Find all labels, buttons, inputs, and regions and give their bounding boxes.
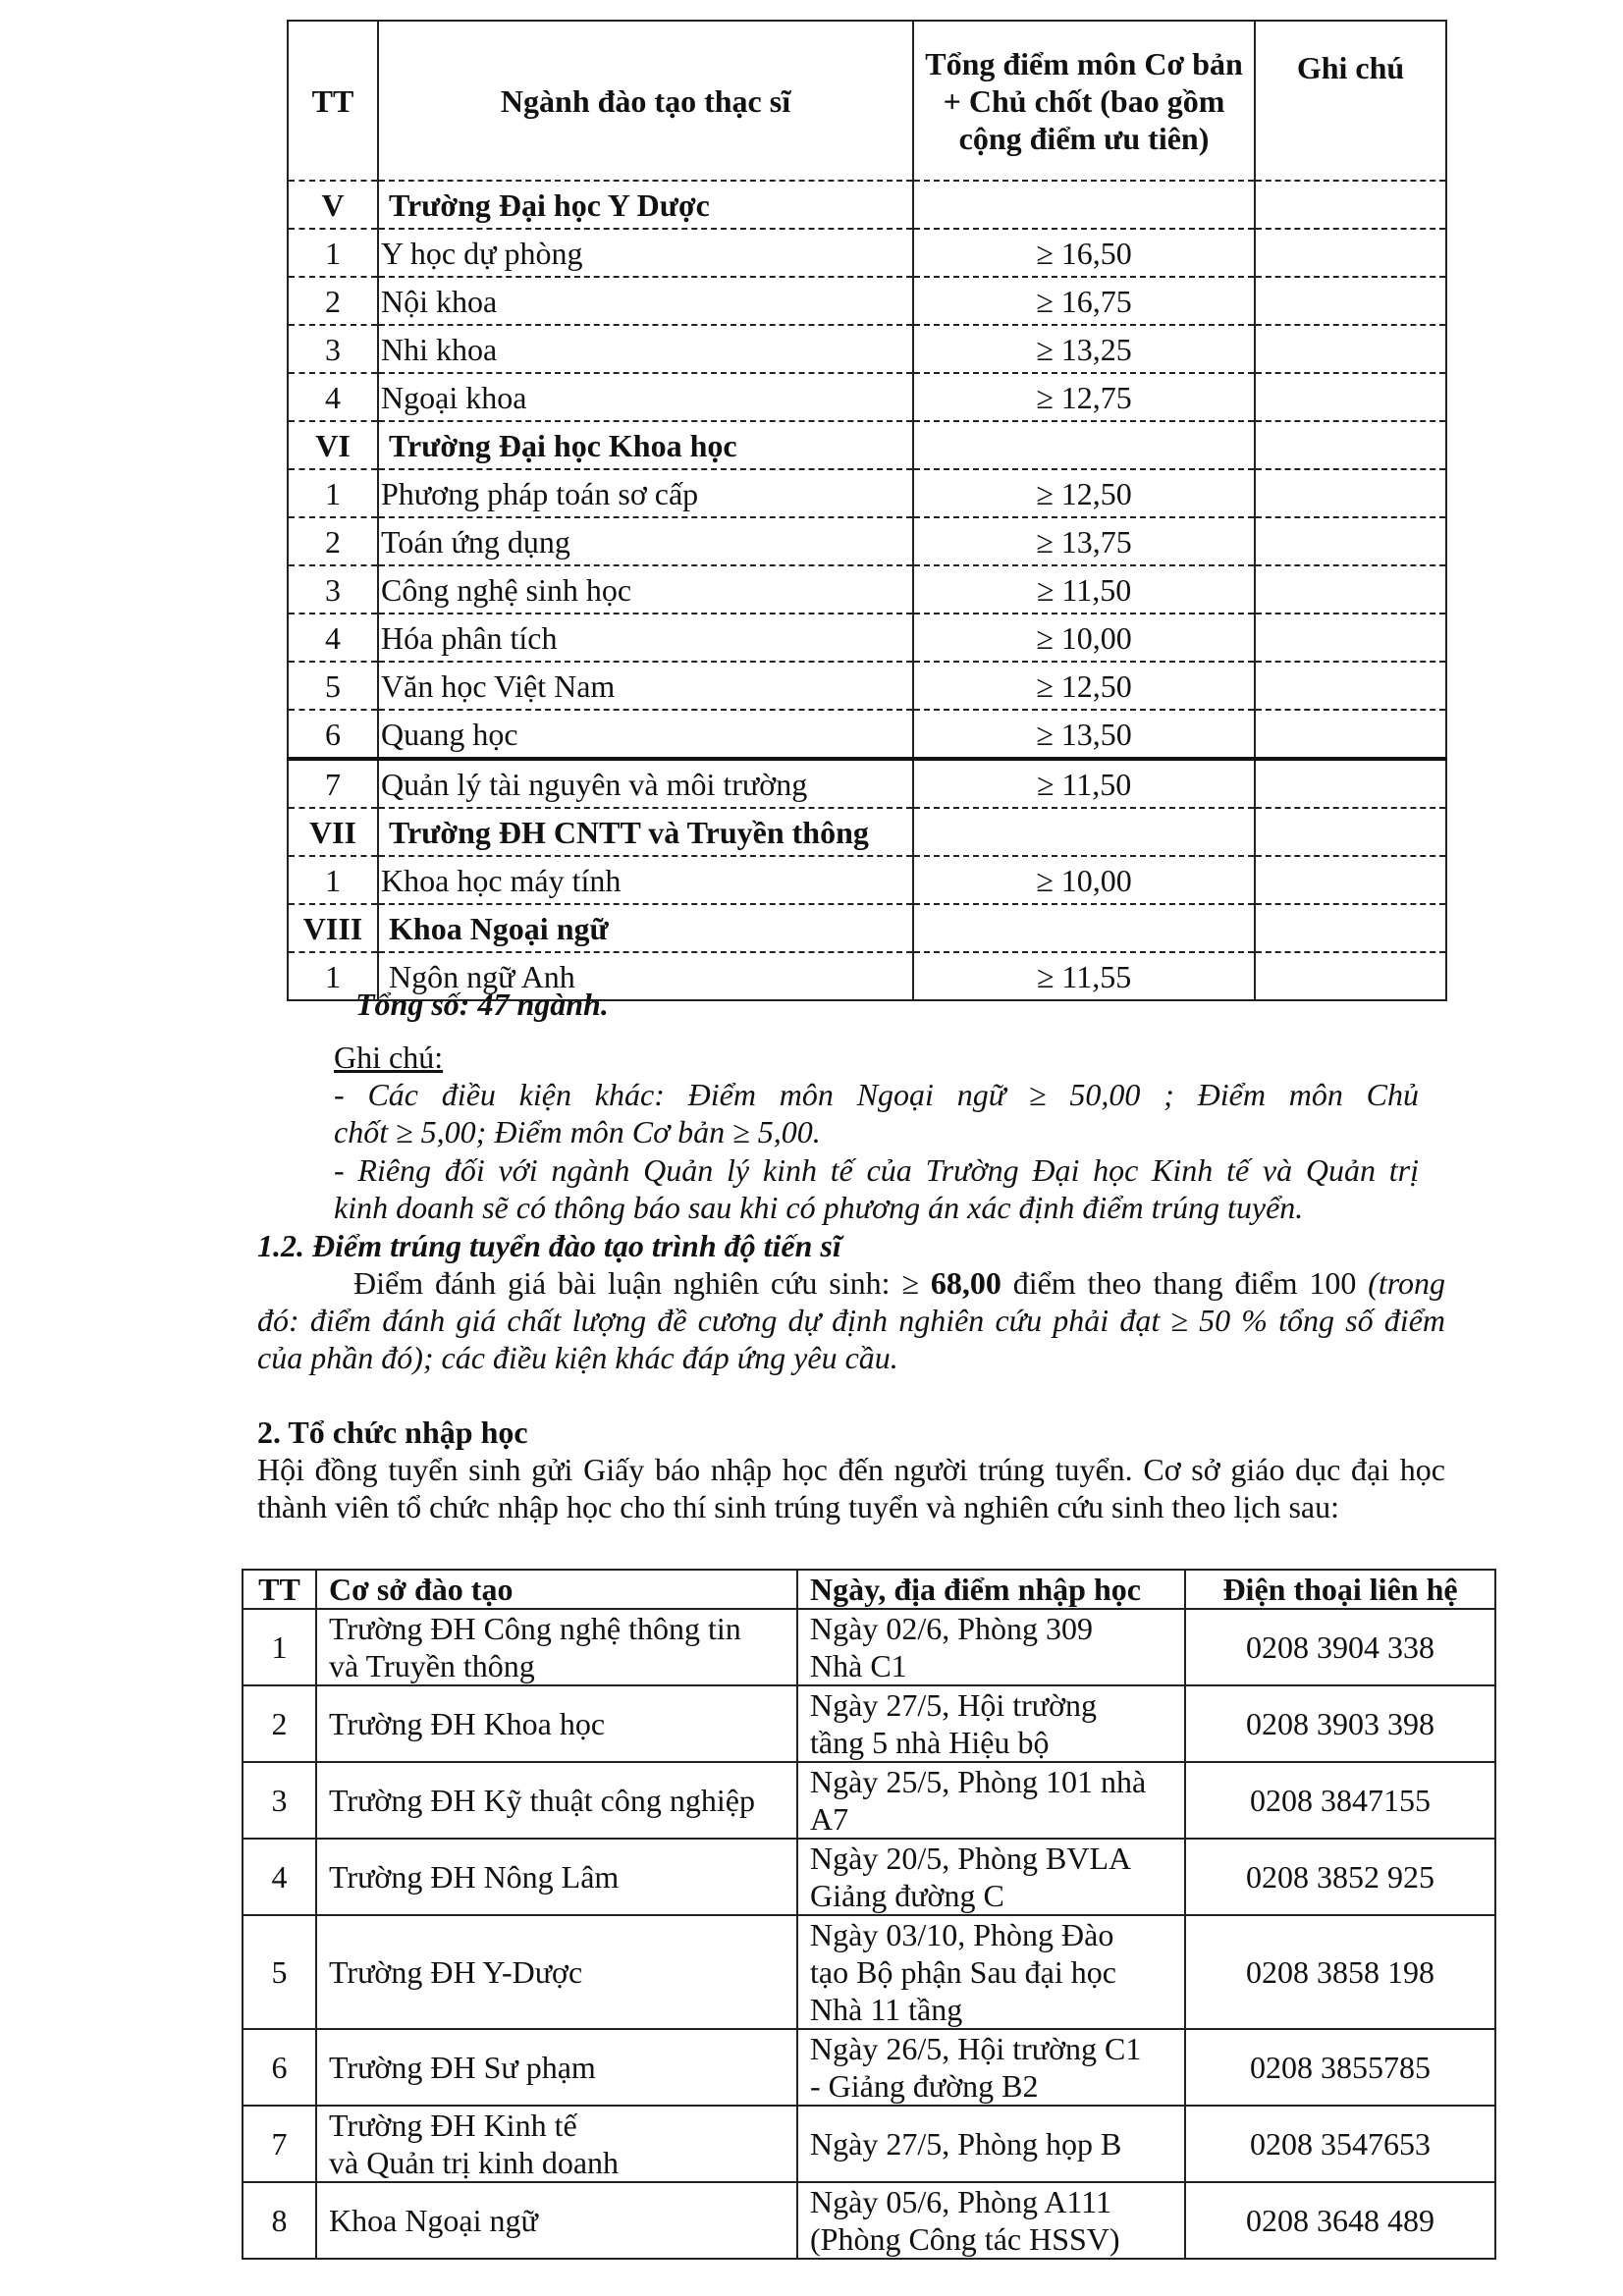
school-line: Trường ĐH Công nghệ thông tin [329,1611,741,1646]
cell-school [316,2106,797,2182]
cell-tt: 2 [243,1685,316,1762]
cell-score [913,421,1255,469]
cell-school [316,1685,797,1762]
cell-score: ≥ 11,50 [913,565,1255,614]
enrollment-text-line: Hội đồng tuyển sinh gửi Giấy báo nhập học đến người trúng tuyển. Cơ sở giáo dục đại học [257,1452,1445,1487]
note-line: - Các điều kiện khác: Điểm môn Ngoại ngữ ≥ 50,00 ; Điểm môn Chủ [334,1077,1419,1112]
cell-tt: 6 [288,710,378,759]
school-line: Trường ĐH Y-Dược [329,1954,583,1990]
cell-major: Ngôn ngữ Anh [378,952,913,1000]
cell-phone: 0208 3648 489 [1185,2182,1495,2259]
school-line: và Truyền thông [329,1648,535,1683]
table-row [288,229,1446,277]
place-line: Ngày 27/5, Hội trường [810,1687,1098,1723]
cell-major: Văn học Việt Nam [378,662,913,710]
header-date-place: Ngày, địa điểm nhập học [797,1570,1185,1609]
table-row [288,373,1446,421]
header-school: Cơ sở đào tạo [316,1570,797,1609]
enrollment-text-line: thành viên tổ chức nhập học cho thí sinh trúng tuyển và nghiên cứu sinh theo lịch sau: [257,1489,1340,1524]
cell-note [1255,421,1446,469]
place-line: tạo Bộ phận Sau đại học [810,1954,1116,1990]
cell-note [1255,759,1446,808]
place-line: Nhà C1 [810,1648,907,1683]
cell-school [316,2029,797,2106]
note-line: chốt ≥ 5,00; Điểm môn Cơ bản ≥ 5,00. [334,1114,821,1149]
table-row [288,856,1446,904]
criteria-italic: (trong [1368,1265,1446,1301]
cell-note [1255,614,1446,662]
cell-tt: 2 [288,277,378,325]
cell-note [1255,710,1446,759]
enrollment-schedule-table [242,1569,1496,2260]
table-row [288,325,1446,373]
cell-tt: 5 [288,662,378,710]
table-row-group [288,181,1446,229]
place-line: Ngày 05/6, Phòng A111 [810,2184,1111,2219]
cell-tt: 4 [288,373,378,421]
place-line: Ngày 20/5, Phòng BVLA [810,1841,1132,1876]
cell-note [1255,325,1446,373]
cell-note [1255,277,1446,325]
note-line: - Riêng đối với ngành Quản lý kinh tế của Trường Đại học Kinh tế và Quản trị [334,1152,1419,1188]
table-row [243,2106,1495,2182]
cell-date-place [797,2182,1185,2259]
cell-school [316,2182,797,2259]
place-line: Ngày 02/6, Phòng 309 [810,1611,1093,1646]
cell-tt: 8 [243,2182,316,2259]
cell-date-place [797,2106,1185,2182]
cell-tt: 1 [288,469,378,517]
criteria-lead: Điểm đánh giá bài luận nghiên cứu sinh: ≥ [353,1265,931,1301]
place-line: tầng 5 nhà Hiệu bộ [810,1725,1050,1760]
place-line: Ngày 26/5, Hội trường C1 [810,2031,1142,2066]
header-score-line: cộng điểm ưu tiên) [958,120,1210,156]
table-row [243,1762,1495,1839]
cell-tt: VII [288,808,378,856]
table-row [243,2182,1495,2259]
cell-phone: 0208 3858 198 [1185,1915,1495,2029]
table-header-row [288,21,1446,181]
header-score [913,21,1255,181]
table-row [243,1839,1495,1915]
section-heading-1-2: 1.2. Điểm trúng tuyển đào tạo trình độ tiến sĩ [257,1228,841,1263]
table-row [288,469,1446,517]
header-phone: Điện thoại liên hệ [1185,1570,1495,1609]
cell-note [1255,952,1446,1000]
cell-tt: 1 [288,229,378,277]
section-heading-2: 2. Tổ chức nhập học [257,1415,528,1450]
cell-score [913,181,1255,229]
cell-tt: VI [288,421,378,469]
cell-date-place [797,2029,1185,2106]
cell-tt: 5 [243,1915,316,2029]
school-line: Trường ĐH Kinh tế [329,2108,577,2143]
cell-school [316,1915,797,2029]
cell-score: ≥ 12,50 [913,469,1255,517]
cell-tt: V [288,181,378,229]
school-line: Khoa Ngoại ngữ [329,2203,538,2238]
cell-date-place [797,1685,1185,1762]
school-line: Trường ĐH Nông Lâm [329,1859,620,1895]
table-row [243,2029,1495,2106]
cell-tt: 4 [288,614,378,662]
school-line: Trường ĐH Kỹ thuật công nghiệp [329,1783,755,1818]
table-row-group [288,904,1446,952]
cell-school [316,1762,797,1839]
cell-note [1255,808,1446,856]
table-row-group [288,808,1446,856]
place-line: Ngày 27/5, Phòng họp B [810,2126,1122,2162]
cell-date-place [797,1762,1185,1839]
cell-tt: 2 [288,517,378,565]
cell-note [1255,904,1446,952]
header-major: Ngành đào tạo thạc sĩ [378,21,913,181]
cell-note [1255,517,1446,565]
cell-phone: 0208 3847155 [1185,1762,1495,1839]
total-count: Tổng số: 47 ngành. [355,987,609,1022]
school-line: và Quản trị kinh doanh [329,2145,620,2180]
cell-score [913,808,1255,856]
table-row [288,662,1446,710]
table-row [288,710,1446,759]
school-line: Trường ĐH Sư phạm [329,2050,596,2085]
cell-tt: 7 [288,759,378,808]
table-row [288,517,1446,565]
cell-major: Y học dự phòng [378,229,913,277]
place-line: Ngày 25/5, Phòng 101 nhà [810,1764,1147,1799]
note-line: kinh doanh sẽ có thông báo sau khi có phương án xác định điểm trúng tuyển. [334,1190,1304,1225]
cell-tt: 1 [288,856,378,904]
place-line: Giảng đường C [810,1878,1004,1913]
cell-phone: 0208 3855785 [1185,2029,1495,2106]
table-row [288,277,1446,325]
cell-note [1255,856,1446,904]
place-line: (Phòng Công tác HSSV) [810,2221,1120,2257]
header-tt: TT [243,1570,316,1609]
place-line: Ngày 03/10, Phòng Đào [810,1917,1114,1952]
cell-tt: 3 [243,1762,316,1839]
cell-tt: 3 [288,325,378,373]
cell-phone: 0208 3852 925 [1185,1839,1495,1915]
doctoral-criteria-line: đó: điểm đánh giá chất lượng đề cương dự định nghiên cứu phải đạt ≥ 50 % tổng số điểm [257,1303,1445,1338]
criteria-score: 68,00 [930,1265,1001,1301]
cell-major: Hóa phân tích [378,614,913,662]
cell-major: Trường Đại học Khoa học [378,421,913,469]
cell-score: ≥ 16,75 [913,277,1255,325]
cell-score [913,904,1255,952]
cell-score: ≥ 10,00 [913,856,1255,904]
school-line: Trường ĐH Khoa học [329,1706,606,1741]
cell-date-place [797,1609,1185,1685]
cell-score: ≥ 10,00 [913,614,1255,662]
cell-phone: 0208 3903 398 [1185,1685,1495,1762]
cell-tt: VIII [288,904,378,952]
place-line: - Giảng đường B2 [810,2068,1039,2104]
cell-major: Quản lý tài nguyên và môi trường [378,759,913,808]
cell-major: Phương pháp toán sơ cấp [378,469,913,517]
cell-note [1255,565,1446,614]
cell-phone: 0208 3904 338 [1185,1609,1495,1685]
table-row [288,565,1446,614]
criteria-rest: điểm theo thang điểm 100 [1001,1265,1369,1301]
cell-major: Công nghệ sinh học [378,565,913,614]
cell-score: ≥ 12,75 [913,373,1255,421]
header-tt: TT [288,21,378,181]
masters-score-table [287,20,1447,1001]
table-row-group [288,421,1446,469]
cell-score: ≥ 11,50 [913,759,1255,808]
cell-date-place [797,1915,1185,2029]
header-score-line: + Chủ chốt (bao gồm [943,82,1225,119]
cell-tt: 1 [243,1609,316,1685]
place-line: A7 [810,1801,849,1837]
cell-major: Nội khoa [378,277,913,325]
cell-tt: 3 [288,565,378,614]
cell-tt: 7 [243,2106,316,2182]
table-row [243,1609,1495,1685]
table-header-row [243,1570,1495,1609]
cell-major: Toán ứng dụng [378,517,913,565]
doctoral-criteria-line [257,1264,1445,1302]
cell-major: Trường ĐH CNTT và Truyền thông [378,808,913,856]
header-note: Ghi chú [1255,21,1446,181]
cell-tt: 4 [243,1839,316,1915]
doctoral-criteria-line: của phần đó); các điều kiện khác đáp ứng yêu cầu. [257,1340,898,1375]
cell-phone: 0208 3547653 [1185,2106,1495,2182]
cell-note [1255,469,1446,517]
cell-note [1255,181,1446,229]
cell-note [1255,373,1446,421]
cell-score: ≥ 13,75 [913,517,1255,565]
cell-major: Quang học [378,710,913,759]
cell-major: Nhi khoa [378,325,913,373]
table-row [243,1915,1495,2029]
cell-score: ≥ 13,25 [913,325,1255,373]
cell-major: Khoa học máy tính [378,856,913,904]
place-line: Nhà 11 tầng [810,1992,963,2027]
cell-score: ≥ 12,50 [913,662,1255,710]
cell-major: Ngoại khoa [378,373,913,421]
cell-major: Trường Đại học Y Dược [378,181,913,229]
cell-school [316,1609,797,1685]
cell-score: ≥ 16,50 [913,229,1255,277]
cell-school [316,1839,797,1915]
cell-note [1255,229,1446,277]
cell-note [1255,662,1446,710]
table-row [243,1685,1495,1762]
table-row [288,759,1446,808]
cell-tt: 1 [288,952,378,1000]
cell-tt: 6 [243,2029,316,2106]
header-score-line: Tổng điểm môn Cơ bản [925,45,1243,81]
cell-date-place [797,1839,1185,1915]
cell-score: ≥ 13,50 [913,710,1255,759]
notes-title: Ghi chú: [334,1040,444,1075]
cell-major: Khoa Ngoại ngữ [378,904,913,952]
table-row [288,614,1446,662]
cell-score: ≥ 11,55 [913,952,1255,1000]
